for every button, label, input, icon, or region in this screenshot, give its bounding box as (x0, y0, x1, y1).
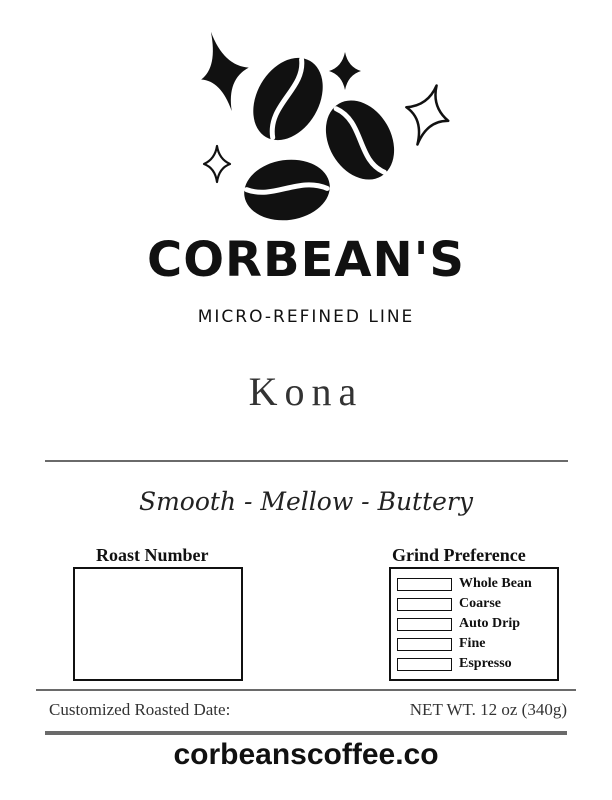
footer-divider-bottom (45, 731, 567, 735)
grind-checkbox[interactable] (397, 638, 452, 651)
brand-name: CORBEAN'S (147, 232, 465, 288)
grind-preference-panel (389, 567, 559, 681)
grind-option-label: Espresso (459, 656, 512, 671)
top-divider (45, 460, 568, 462)
grind-option-label: Fine (459, 636, 486, 651)
grind-option-fine[interactable] (397, 636, 485, 652)
grind-option-coarse[interactable] (397, 596, 501, 612)
grind-checkbox[interactable] (397, 578, 452, 591)
grind-checkbox[interactable] (397, 618, 452, 631)
website-link[interactable]: corbeanscoffee.co (173, 738, 439, 771)
grind-option-label: Coarse (459, 596, 501, 611)
roasted-date-label: Customized Roasted Date: (49, 700, 231, 719)
grind-checkbox[interactable] (397, 598, 452, 611)
roast-number-title: Roast Number (96, 545, 209, 565)
grind-option-espresso[interactable] (397, 656, 512, 672)
grind-option-label: Auto Drip (459, 616, 521, 631)
grind-checkbox[interactable] (397, 658, 452, 671)
grind-preference-title: Grind Preference (392, 545, 526, 565)
footer-divider-top (36, 689, 576, 691)
product-name: Kona (248, 369, 364, 414)
grind-option-auto-drip[interactable] (397, 616, 520, 632)
grind-option-label: Whole Bean (459, 576, 532, 591)
tasting-notes: Smooth - Mellow - Buttery (138, 487, 474, 516)
roast-number-field[interactable] (73, 567, 243, 681)
brand-tagline: MICRO-REFINED LINE (197, 307, 415, 327)
net-weight: NET WT. 12 oz (340g) (409, 700, 567, 719)
grind-option-whole-bean[interactable] (397, 576, 532, 592)
coffee-beans-sparkles-icon (195, 22, 457, 227)
